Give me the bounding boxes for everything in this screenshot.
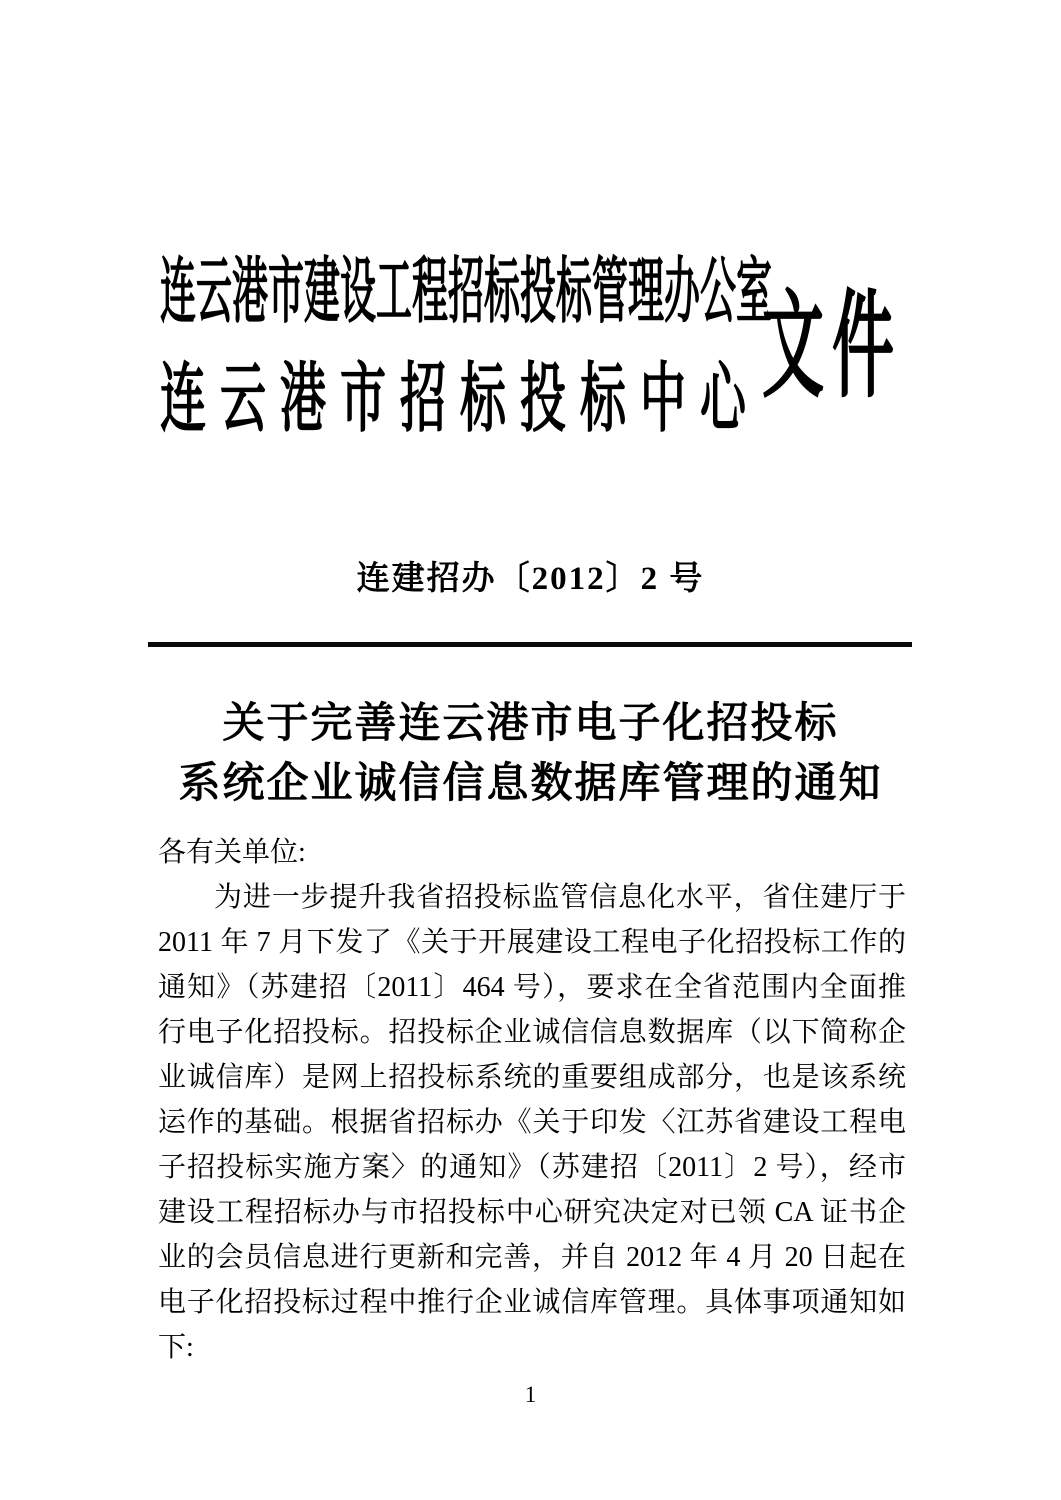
document-number: 连建招办〔2012〕2 号 (356, 561, 705, 597)
issuing-org-line-1: 连云港市建设工程招标投标管理办公室 (160, 252, 773, 332)
body-line: 子招投标实施方案〉的通知》（苏建招〔2011〕2 号），经市 (158, 1152, 906, 1183)
document-body (158, 830, 906, 1370)
body-line: 电子化招投标过程中推行企业诚信库管理。具体事项通知如 (158, 1287, 906, 1318)
issuing-org-line-2: 连云港市招标投标中心 (160, 357, 746, 442)
document-title-line-2: 系统企业诚信信息数据库管理的通知 (178, 761, 883, 807)
body-line: 业的会员信息进行更新和完善，并自 2012 年 4 月 20 日起在 (158, 1242, 906, 1273)
body-line: 行电子化招投标。招投标企业诚信信息数据库（以下简称企 (158, 1017, 906, 1048)
body-line: 建设工程招标办与市招投标中心研究决定对已领 CA 证书企 (158, 1197, 906, 1228)
body-line: 业诚信库）是网上招投标系统的重要组成部分，也是该系统 (158, 1062, 906, 1093)
salutation-line: 各有关单位: (158, 837, 306, 868)
header-divider-line (148, 642, 912, 647)
body-line: 运作的基础。根据省招标办《关于印发〈江苏省建设工程电 (158, 1107, 906, 1138)
body-line: 通知》（苏建招〔2011〕464 号），要求在全省范围内全面推 (158, 972, 906, 1003)
body-line: 为进一步提升我省招投标监管信息化水平，省住建厅于 (214, 882, 906, 913)
body-line: 2011 年 7 月下发了《关于开展建设工程电子化招投标工作的 (158, 927, 906, 958)
closing-line: 下: (158, 1332, 194, 1363)
document-title-line-1: 关于完善连云港市电子化招投标 (222, 701, 839, 747)
page-number: 1 (524, 1382, 537, 1407)
document-type-label: 文件 (762, 284, 894, 413)
